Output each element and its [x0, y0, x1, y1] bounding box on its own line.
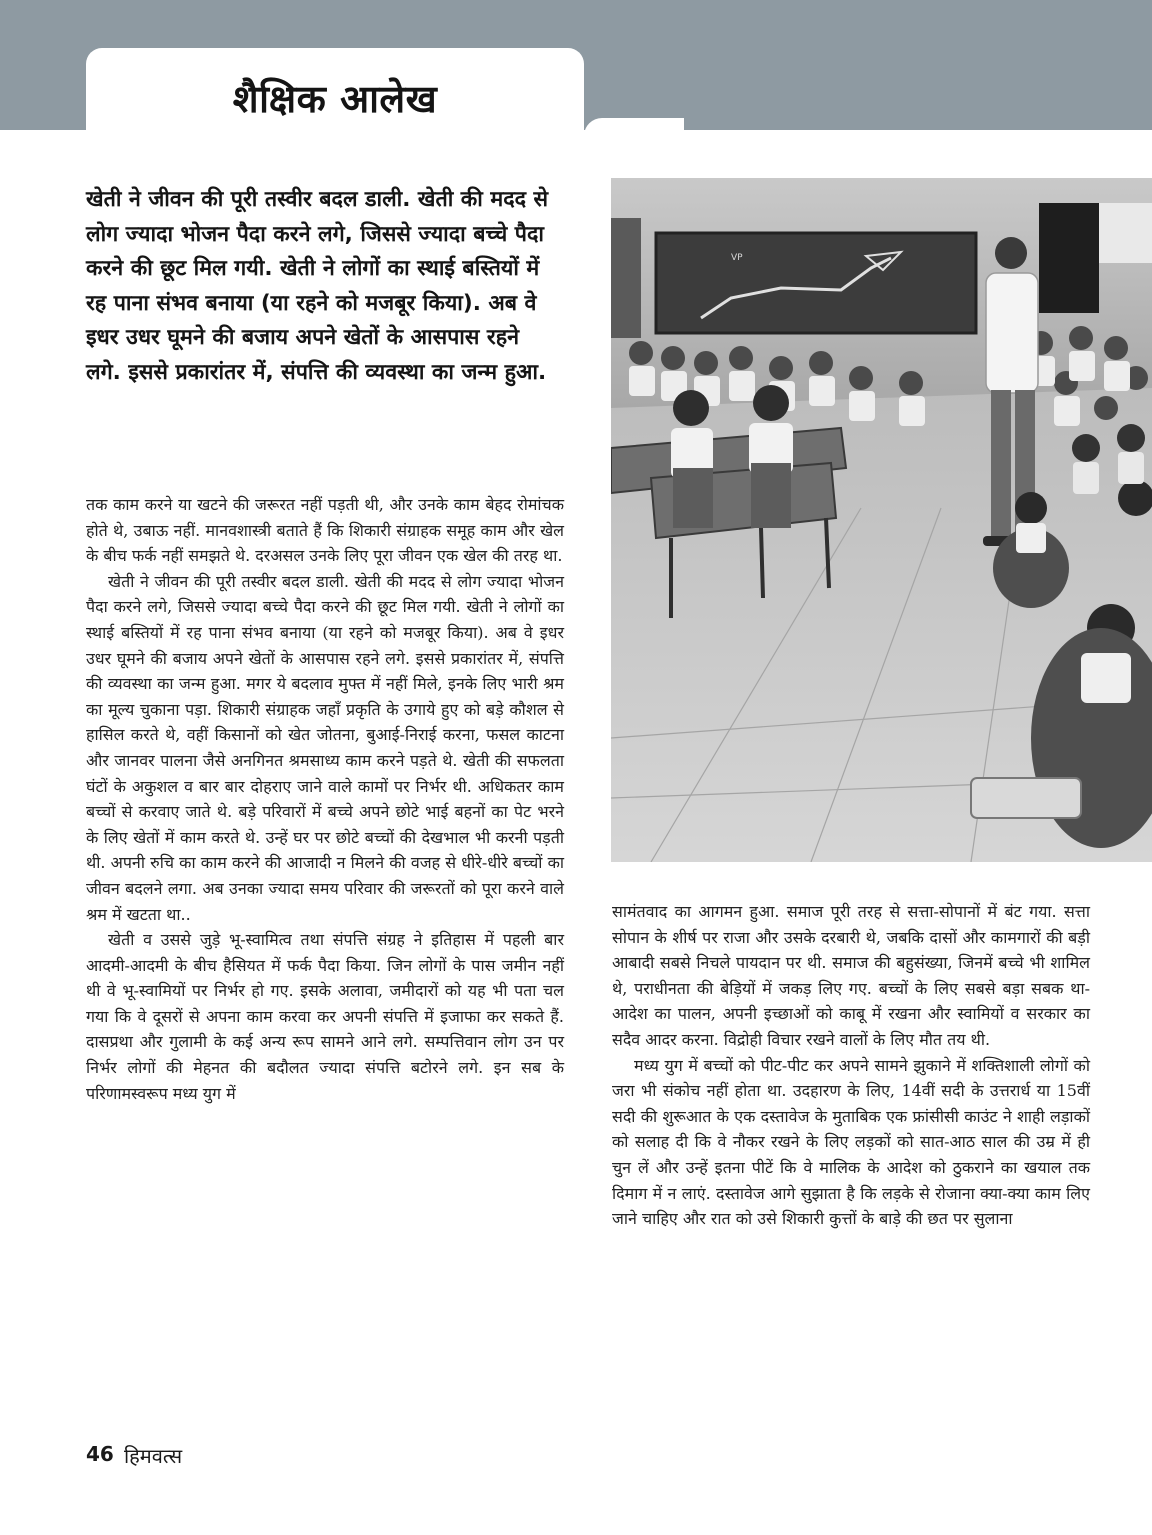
right-column [612, 899, 1090, 1232]
body-paragraph: खेती व उससे जुड़े भू-स्वामित्व तथा संपत्ति संग्रह ने इतिहास में पहली बार आदमी-आदमी के बीच हैसियत में फर्क पैदा किया. जिन लोगों के पास जमीन नहीं थी वे भू-स्वामियों पर निर्भर हो गए. इसके अलावा, जमीदारों को यह भी पता चल गया कि वे दूसरों से अपना काम करवा कर अपनी संपत्ति में इजाफा कर सकते हैं. दासप्रथा और गुलामी के कई अन्य रूप सामने आने लगे. सम्पत्तिवान लोग उन पर निर्भर लोगों की मेहनत की बदौलत ज्यादा संपत्ति बटोरने लगे. इन सब के परिणामस्वरूप मध्य युग में [86, 930, 564, 1103]
section-title: शैक्षिक आलेख [232, 77, 438, 121]
body-paragraph: मध्य युग में बच्चों को पीट-पीट कर अपने सामने झुकाने में शक्तिशाली लोगों को जरा भी संकोच नहीं होता था. उदहारण के लिए, 14वीं सदी के उत्तरार्ध या 15वीं सदी की शुरूआत के एक दस्तावेज के मुताबिक एक फ्रांसीसी काउंट ने शाही लड़ाकों को सलाह दी कि वे नौकर रखने के लिए लड़कों को सात-आठ साल की उम्र में ही चुन लें और उन्हें इतना पीटें कि वे मालिक के आदेश को ठुकराने का खयाल तक दिमाग में न लाएं. दस्तावेज आगे सुझाता है कि लड़के से रोजाना क्या-क्या काम लिए जाने चाहिए और रात को उसे शिकारी कुत्तों के बाड़े की छत पर सुलाना [612, 1055, 1090, 1229]
body-paragraph: खेती ने जीवन की पूरी तस्वीर बदल डाली. खेती की मदद से लोग ज्यादा भोजन पैदा करने लगे, जिससे ज्यादा बच्चे पैदा करने की छूट मिल गयी. खेती ने लोगों का स्थाई बस्तियों में रह पाना संभव बनाया (या रहने को मजबूर किया). अब वे इधर उधर घूमने की बजाय अपने खेतों के आसपास रहने लगे. इससे प्रकारांतर में, संपत्ति की व्यवस्था का जन्म हुआ. मगर ये बदलाव मुफ्त में नहीं मिले, इनके लिए भारी श्रम का मूल्य चुकाना पड़ा. शिकारी संग्राहक जहाँ प्रकृति के उगाये हुए को बड़े कौशल से हासिल करते थे, वहीं किसानों को खेत जोतना, बुआई-निराई करना, फसल काटना और जानवर पालना जैसे अनगिनत श्रमसाध्य काम करने पड़ते थे. खेती की सफलता घंटों के अकुशल व बार बार दोहराए जाने वाले कामों पर निर्भर थी. अधिकतर काम बच्चों से करवाए जाते थे. बड़े परिवारों में बच्चे अपने छोटे भाई बहनों का पेट भरने के लिए खेतों में काम करते थे. उन्हें घर पर छोटे बच्चों की देखभाल भी करनी पड़ती थी. अपनी रुचि का काम करने की आजादी न मिलने की वजह से धीरे-धीरे बच्चों का जीवन बदलने लगा. अब उनका ज्यादा समय परिवार की जरूरतों को पूरा करने वाले श्रम में खटता था.. [86, 571, 564, 924]
left-column [86, 492, 564, 1106]
classroom-photo [611, 178, 1152, 862]
title-tab-flare [584, 118, 684, 140]
board-label: VP [731, 253, 743, 263]
magazine-name: हिमवत्स [124, 1444, 183, 1468]
classroom-photo-illustration [611, 178, 1152, 862]
body-paragraph: सामंतवाद का आगमन हुआ. समाज पूरी तरह से सत्ता-सोपानों में बंट गया. सत्ता सोपान के शीर्ष पर राजा और उसके दरबारी थे, जबकि दासों और कामगारों की बड़ी आबादी सबसे निचले पायदान पर थी. समाज की बहुसंख्या, जिनमें बच्चे भी शामिल थे, पराधीनता की बेड़ियों में जकड़ लिए गए. बच्चों के लिए सबसे बड़ा सबक था- आदेश का पालन, अपनी इच्छाओं को काबू में रखना और स्वामियों व सरकार का सदैव आदर करना. विद्रोही विचार रखने वालों के लिए मौत तय थी. [612, 902, 1090, 1049]
body-paragraph: तक काम करने या खटने की जरूरत नहीं पड़ती थी, और उनके काम बेहद रोमांचक होते थे, उबाऊ नहीं. मानवशास्त्री बताते हैं कि शिकारी संग्राहक समूह काम और खेल के बीच फर्क नहीं समझते थे. दरअसल उनके लिए पूरा जीवन एक खेल की तरह था. [86, 495, 564, 566]
page-number: 46 [86, 1442, 114, 1466]
lead-paragraph: खेती ने जीवन की पूरी तस्वीर बदल डाली. खेती की मदद से लोग ज्यादा भोजन पैदा करने लगे, जिससे ज्यादा बच्चे पैदा करने की छूट मिल गयी. खेती ने लोगों का स्थाई बस्तियों में रह पाना संभव बनाया (या रहने को मजबूर किया). अब वे इधर उधर घूमने की बजाय अपने खेतों के आसपास रहने लगे. इससे प्रकारांतर में, संपत्ति की व्यवस्था का जन्म हुआ. [86, 187, 549, 385]
